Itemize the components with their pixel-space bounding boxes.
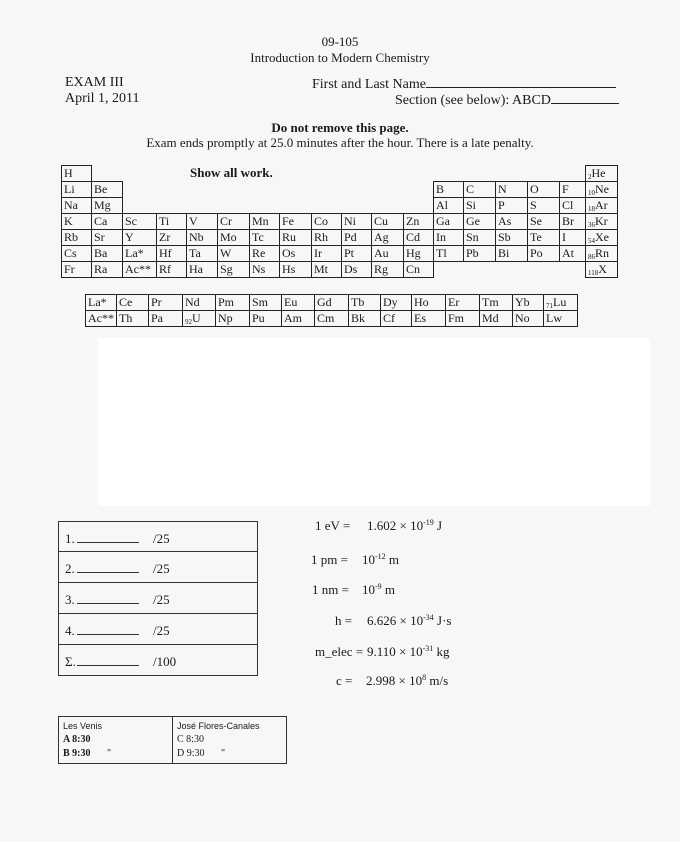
- table-row: [62, 262, 618, 278]
- element-cell: Mn: [250, 214, 280, 230]
- value-base: 10: [362, 582, 375, 597]
- empty-cell: [342, 198, 372, 214]
- ditto-mark: ": [107, 748, 112, 759]
- question-number: Σ.: [65, 654, 76, 669]
- element-cell: Pu: [250, 311, 282, 327]
- element-cell: $_{18}$Ar: [586, 198, 618, 214]
- value-base: 6.626 × 10: [367, 613, 424, 628]
- element-cell: Pm: [216, 295, 250, 311]
- element-cell: Es: [412, 311, 446, 327]
- exam-info: [65, 75, 140, 107]
- element-cell: Mo: [218, 230, 250, 246]
- section-field: [395, 91, 619, 109]
- empty-cell: [404, 166, 434, 182]
- element-cell: Fr: [62, 262, 92, 278]
- question-number: 4.: [65, 623, 75, 638]
- element-cell: I: [560, 230, 586, 246]
- constant-value: [362, 552, 399, 568]
- empty-cell: [528, 166, 560, 182]
- element-cell: Lw: [544, 311, 578, 327]
- element-cell: Re: [250, 246, 280, 262]
- value-base: 1.602 × 10: [367, 518, 424, 533]
- empty-cell: [496, 166, 528, 182]
- value-unit: m/s: [426, 673, 449, 688]
- element-cell: Pt: [342, 246, 372, 262]
- empty-cell: [280, 166, 312, 182]
- value-exponent: -19: [423, 518, 434, 527]
- course-header: [0, 34, 680, 66]
- value-unit: kg: [433, 644, 450, 659]
- empty-cell: [312, 166, 342, 182]
- table-row: [62, 182, 618, 198]
- score-row: [58, 552, 258, 583]
- score-blank: [77, 665, 139, 666]
- score-blank: [77, 572, 139, 573]
- empty-cell: [123, 198, 157, 214]
- element-cell: Cr: [218, 214, 250, 230]
- section-d: D 9:30: [177, 748, 205, 759]
- value-exponent: 8: [422, 673, 427, 682]
- score-row: [58, 583, 258, 614]
- element-cell: Au: [372, 246, 404, 262]
- element-cell: Bk: [349, 311, 381, 327]
- notice-timing: Exam ends promptly at 25.0 minutes after the hour. There is a late penalty.: [146, 135, 534, 150]
- element-cell: Rg: [372, 262, 404, 278]
- value-exponent: -9: [375, 582, 382, 591]
- element-cell: Pr: [149, 295, 183, 311]
- element-cell: At: [560, 246, 586, 262]
- score-blank: [77, 542, 139, 543]
- show-work: Show all work.: [190, 165, 273, 180]
- element-cell: Fe: [280, 214, 312, 230]
- empty-cell: [250, 198, 280, 214]
- score-table: [58, 521, 258, 676]
- empty-cell: [280, 198, 312, 214]
- element-cell: C: [464, 182, 496, 198]
- element-cell: H: [62, 166, 92, 182]
- exam-date: April 1, 2011: [65, 91, 140, 106]
- constant-label: h =: [335, 613, 353, 628]
- blanked-area: [98, 338, 650, 506]
- element-cell: K: [62, 214, 92, 230]
- element-cell: Np: [216, 311, 250, 327]
- element-cell: Y: [123, 230, 157, 246]
- element-cell: Te: [528, 230, 560, 246]
- element-cell: Si: [464, 198, 496, 214]
- empty-cell: [496, 262, 528, 278]
- element-cell: Gd: [315, 295, 349, 311]
- element-cell: Ha: [187, 262, 218, 278]
- element-cell: Ru: [280, 230, 312, 246]
- max-points: /25: [153, 561, 170, 576]
- element-cell: Rf: [157, 262, 187, 278]
- element-cell: Cn: [404, 262, 434, 278]
- element-cell: Ac**: [86, 311, 117, 327]
- element-cell: $_{86}$Rn: [586, 246, 618, 262]
- element-cell: Ir: [312, 246, 342, 262]
- empty-cell: [342, 182, 372, 198]
- element-cell: Sb: [496, 230, 528, 246]
- element-cell: Ho: [412, 295, 446, 311]
- empty-cell: [187, 198, 218, 214]
- empty-cell: [372, 166, 404, 182]
- question-number: 3.: [65, 592, 75, 607]
- element-cell: Md: [480, 311, 513, 327]
- empty-cell: [250, 182, 280, 198]
- value-exponent: -34: [423, 613, 434, 622]
- element-cell: $_{71}$Lu: [544, 295, 578, 311]
- section-a: A 8:30: [63, 734, 91, 745]
- element-cell: Ns: [250, 262, 280, 278]
- empty-cell: [218, 166, 250, 182]
- element-cell: Tc: [250, 230, 280, 246]
- constant-label: 1 nm =: [312, 582, 349, 597]
- empty-cell: [187, 166, 218, 182]
- constant-value: [366, 673, 448, 689]
- element-cell: Yb: [513, 295, 544, 311]
- element-cell: Se: [528, 214, 560, 230]
- element-cell: Zr: [157, 230, 187, 246]
- value-exponent: -12: [375, 552, 386, 561]
- element-cell: Rh: [312, 230, 342, 246]
- value-unit: J·s: [433, 613, 452, 628]
- element-cell: Er: [446, 295, 480, 311]
- empty-cell: [312, 182, 342, 198]
- empty-cell: [187, 182, 218, 198]
- score-blank: [77, 634, 139, 635]
- element-cell: Dy: [381, 295, 412, 311]
- constant-label: 1 pm =: [311, 552, 348, 567]
- max-points: /25: [153, 623, 170, 638]
- element-cell: Mg: [92, 198, 123, 214]
- empty-cell: [560, 262, 586, 278]
- ditto-mark: ": [221, 748, 226, 759]
- constant-value: [367, 644, 450, 660]
- element-cell: Sr: [92, 230, 123, 246]
- score-blank: [77, 603, 139, 604]
- value-base: 10: [362, 552, 375, 567]
- f-block-table: [85, 294, 578, 327]
- element-cell: Tb: [349, 295, 381, 311]
- element-cell: Hf: [157, 246, 187, 262]
- element-cell: Nd: [183, 295, 216, 311]
- element-cell: Pa: [149, 311, 183, 327]
- element-cell: $_{36}$Kr: [586, 214, 618, 230]
- section-blank: [551, 91, 619, 104]
- empty-cell: [342, 166, 372, 182]
- constant-label: c =: [336, 673, 353, 688]
- table-row: [86, 295, 578, 311]
- notice-warning: Do not remove this page.: [271, 120, 409, 135]
- empty-cell: [250, 166, 280, 182]
- name-label: First and Last Name: [312, 77, 426, 92]
- element-cell: Be: [92, 182, 123, 198]
- empty-cell: [280, 182, 312, 198]
- name-blank: [426, 75, 616, 88]
- score-row: [58, 521, 258, 552]
- element-cell: Tl: [434, 246, 464, 262]
- element-cell: $_2$He: [586, 166, 618, 182]
- element-cell: Tm: [480, 295, 513, 311]
- element-cell: N: [496, 182, 528, 198]
- element-cell: Sm: [250, 295, 282, 311]
- element-cell: Na: [62, 198, 92, 214]
- element-cell: Li: [62, 182, 92, 198]
- empty-cell: [218, 182, 250, 198]
- element-cell: $_{118}$X: [586, 262, 618, 278]
- instructor-name: Les Venis: [63, 721, 103, 731]
- element-cell: Br: [560, 214, 586, 230]
- element-cell: Os: [280, 246, 312, 262]
- element-cell: Ni: [342, 214, 372, 230]
- table-row: [62, 230, 618, 246]
- table-row: [62, 246, 618, 262]
- exam-title: EXAM III: [65, 75, 124, 90]
- element-cell: La*: [86, 295, 117, 311]
- question-number: 2.: [65, 561, 75, 576]
- section-times: [58, 716, 287, 764]
- score-row: [58, 614, 258, 645]
- empty-cell: [434, 166, 464, 182]
- element-cell: Cl: [560, 198, 586, 214]
- element-cell: W: [218, 246, 250, 262]
- element-cell: Bi: [496, 246, 528, 262]
- value-unit: m: [381, 582, 396, 597]
- value-base: 9.110 × 10: [367, 644, 423, 659]
- empty-cell: [560, 166, 586, 182]
- score-row: [58, 645, 258, 676]
- empty-cell: [404, 198, 434, 214]
- value-unit: m: [385, 552, 400, 567]
- element-cell: Fm: [446, 311, 480, 327]
- constant-value: [362, 582, 395, 598]
- table-row: [62, 166, 618, 182]
- element-cell: B: [434, 182, 464, 198]
- empty-cell: [157, 182, 187, 198]
- element-cell: $_{10}$Ne: [586, 182, 618, 198]
- constant-label: m_elec =: [315, 644, 364, 659]
- empty-cell: [372, 182, 404, 198]
- element-cell: Ga: [434, 214, 464, 230]
- empty-cell: [404, 182, 434, 198]
- table-row: [62, 214, 618, 230]
- element-cell: Zn: [404, 214, 434, 230]
- empty-cell: [123, 182, 157, 198]
- empty-cell: [157, 166, 187, 182]
- empty-cell: [434, 262, 464, 278]
- empty-cell: [312, 198, 342, 214]
- element-cell: Ge: [464, 214, 496, 230]
- empty-cell: [218, 198, 250, 214]
- element-cell: Nb: [187, 230, 218, 246]
- element-cell: In: [434, 230, 464, 246]
- element-cell: $_{92}$U: [183, 311, 216, 327]
- section-right: [173, 717, 287, 764]
- course-number: 09-105: [321, 34, 359, 49]
- element-cell: As: [496, 214, 528, 230]
- constant-label: 1 eV =: [315, 518, 351, 533]
- section-left: [59, 717, 173, 764]
- element-cell: Cm: [315, 311, 349, 327]
- element-cell: Ds: [342, 262, 372, 278]
- element-cell: P: [496, 198, 528, 214]
- constant-value: [367, 613, 451, 629]
- table-row: [62, 198, 618, 214]
- element-cell: Po: [528, 246, 560, 262]
- element-cell: Ce: [117, 295, 149, 311]
- section-label: Section (see below): ABCD: [395, 93, 551, 108]
- element-cell: Cf: [381, 311, 412, 327]
- section-c: C 8:30: [177, 734, 204, 745]
- course-title: Introduction to Modern Chemistry: [250, 50, 430, 65]
- element-cell: Cs: [62, 246, 92, 262]
- element-cell: Al: [434, 198, 464, 214]
- empty-cell: [92, 166, 123, 182]
- element-cell: Ra: [92, 262, 123, 278]
- element-cell: Th: [117, 311, 149, 327]
- element-cell: Pd: [342, 230, 372, 246]
- constant-value: [367, 518, 442, 534]
- empty-cell: [123, 166, 157, 182]
- value-exponent: -31: [422, 644, 434, 653]
- element-cell: V: [187, 214, 218, 230]
- element-cell: Eu: [282, 295, 315, 311]
- instructor-name: José Flores-Canales: [177, 721, 260, 731]
- periodic-table: [61, 165, 618, 278]
- max-points: /100: [153, 654, 177, 669]
- element-cell: Ta: [187, 246, 218, 262]
- value-base: 2.998 × 10: [366, 673, 423, 688]
- max-points: /25: [153, 592, 170, 607]
- empty-cell: [464, 166, 496, 182]
- value-unit: J: [433, 518, 443, 533]
- question-number: 1.: [65, 531, 75, 546]
- element-cell: Sn: [464, 230, 496, 246]
- element-cell: Pb: [464, 246, 496, 262]
- element-cell: Ca: [92, 214, 123, 230]
- exam-notice: [0, 120, 680, 150]
- element-cell: Ti: [157, 214, 187, 230]
- element-cell: Co: [312, 214, 342, 230]
- element-cell: Ba: [92, 246, 123, 262]
- element-cell: Ac**: [123, 262, 157, 278]
- section-b: B 9:30: [63, 748, 91, 759]
- element-cell: O: [528, 182, 560, 198]
- table-row: [86, 311, 578, 327]
- element-cell: Sg: [218, 262, 250, 278]
- element-cell: La*: [123, 246, 157, 262]
- element-cell: F: [560, 182, 586, 198]
- element-cell: Hs: [280, 262, 312, 278]
- element-cell: Sc: [123, 214, 157, 230]
- element-cell: Cu: [372, 214, 404, 230]
- max-points: /25: [153, 531, 170, 546]
- empty-cell: [528, 262, 560, 278]
- element-cell: Hg: [404, 246, 434, 262]
- empty-cell: [464, 262, 496, 278]
- element-cell: Cd: [404, 230, 434, 246]
- empty-cell: [372, 198, 404, 214]
- element-cell: Rb: [62, 230, 92, 246]
- element-cell: S: [528, 198, 560, 214]
- element-cell: Mt: [312, 262, 342, 278]
- element-cell: Am: [282, 311, 315, 327]
- element-cell: No: [513, 311, 544, 327]
- element-cell: $_{54}$Xe: [586, 230, 618, 246]
- element-cell: Ag: [372, 230, 404, 246]
- empty-cell: [157, 198, 187, 214]
